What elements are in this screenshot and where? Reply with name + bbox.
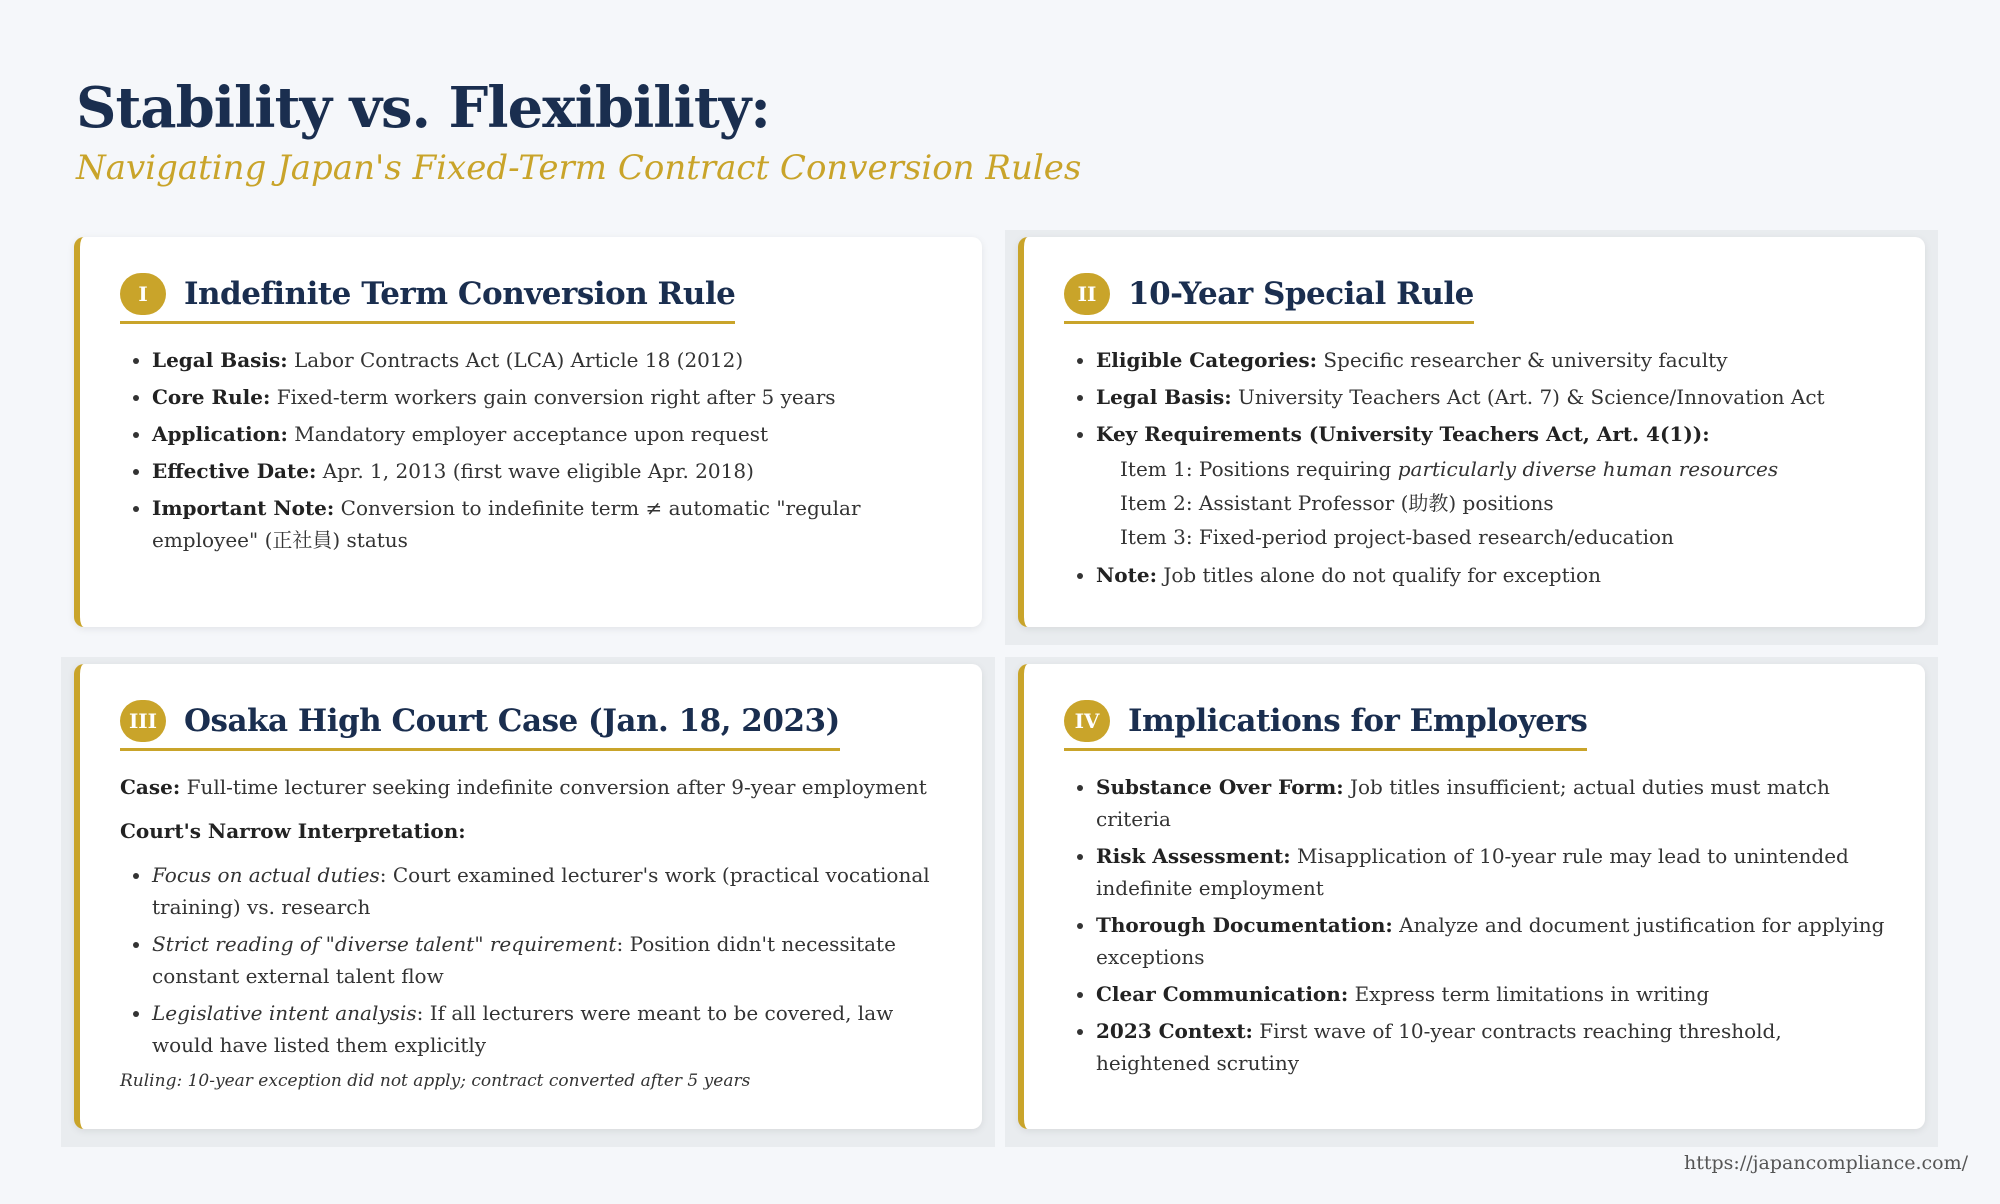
card-title: Implications for Employers bbox=[1128, 703, 1588, 739]
item-text: Express term limitations in writing bbox=[1354, 982, 1710, 1006]
list-item bbox=[152, 928, 946, 992]
item-label: Legal Basis: bbox=[152, 348, 288, 372]
card-title: Indefinite Term Conversion Rule bbox=[184, 276, 736, 312]
list-item bbox=[152, 997, 946, 1061]
list-item bbox=[1096, 344, 1889, 376]
list-item bbox=[1096, 978, 1889, 1010]
card-conversion-rule bbox=[74, 237, 982, 627]
card-title: 10-Year Special Rule bbox=[1128, 276, 1474, 312]
item-label: Key Requirements (University Teachers Act, Art. 4(1)): bbox=[1096, 422, 1710, 446]
item-label: Effective Date: bbox=[152, 459, 317, 483]
item-label: Application: bbox=[152, 422, 288, 446]
list-item bbox=[152, 418, 946, 450]
sub-item bbox=[1120, 486, 1889, 520]
ruling-note: Ruling: 10-year exception did not apply; contract converted after 5 years bbox=[120, 1071, 751, 1091]
item-text: Mandatory employer acceptance upon request bbox=[294, 422, 769, 446]
interpretation-heading-text: Court's Narrow Interpretation: bbox=[120, 819, 466, 843]
list-item bbox=[152, 455, 946, 487]
item-text: Fixed-term workers gain conversion right after 5 years bbox=[276, 385, 836, 409]
list-item bbox=[1096, 559, 1889, 591]
section-badge: III bbox=[120, 700, 166, 742]
item-label: Legal Basis: bbox=[1096, 385, 1232, 409]
bullet-list bbox=[1064, 771, 1889, 1079]
item-label: Legislative intent analysis bbox=[152, 1001, 417, 1025]
item-text: University Teachers Act (Art. 7) & Science/Innovation Act bbox=[1238, 385, 1825, 409]
card-header bbox=[1064, 700, 1587, 751]
item-text: First wave of 10-year contracts reaching threshold, heightened scrutiny bbox=[1096, 1019, 1782, 1075]
list-item bbox=[1096, 381, 1889, 413]
bullet-list bbox=[120, 344, 946, 556]
case-label: Case: bbox=[120, 775, 181, 799]
case-summary bbox=[120, 771, 946, 803]
item-label: Core Rule: bbox=[152, 385, 271, 409]
list-item bbox=[1096, 771, 1889, 835]
section-badge: I bbox=[120, 273, 166, 315]
card-ten-year-rule bbox=[1018, 237, 1925, 627]
card-title: Osaka High Court Case (Jan. 18, 2023) bbox=[184, 703, 840, 739]
bullet-list bbox=[120, 859, 946, 1061]
item-label: Important Note: bbox=[152, 496, 335, 520]
section-badge: IV bbox=[1064, 700, 1110, 742]
sub-item-text: Item 1: Positions requiring bbox=[1120, 457, 1398, 481]
item-label: Strict reading of "diverse talent" requirement bbox=[152, 932, 617, 956]
item-text: : Court examined lecturer's work (practical vocational training) vs. research bbox=[152, 863, 930, 919]
sub-item-emphasis: particularly diverse human resources bbox=[1397, 457, 1779, 481]
item-label: Note: bbox=[1096, 563, 1157, 587]
case-text: Full-time lecturer seeking indefinite conversion after 9-year employment bbox=[186, 775, 927, 799]
list-item bbox=[152, 344, 946, 376]
item-text: Job titles alone do not qualify for exception bbox=[1163, 563, 1601, 587]
requirement-sublist bbox=[1096, 452, 1889, 554]
item-text: Job titles insufficient; actual duties must match criteria bbox=[1096, 775, 1830, 831]
card-osaka-case bbox=[74, 664, 982, 1129]
sub-item bbox=[1120, 520, 1889, 554]
card-header bbox=[1064, 273, 1474, 324]
item-label: Substance Over Form: bbox=[1096, 775, 1344, 799]
item-text: Analyze and document justification for applying exceptions bbox=[1096, 913, 1885, 969]
item-label: Clear Communication: bbox=[1096, 982, 1349, 1006]
header bbox=[76, 70, 1876, 190]
interpretation-heading bbox=[120, 815, 946, 847]
section-badge: II bbox=[1064, 273, 1110, 315]
item-text: Labor Contracts Act (LCA) Article 18 (2012) bbox=[294, 348, 744, 372]
item-label: Focus on actual duties bbox=[152, 863, 380, 887]
footer-url[interactable]: https://japancompliance.com/ bbox=[1684, 1152, 1968, 1174]
item-label: Eligible Categories: bbox=[1096, 348, 1317, 372]
item-label: Risk Assessment: bbox=[1096, 844, 1291, 868]
bullet-list bbox=[1064, 344, 1889, 591]
page-title: Stability vs. Flexibility: bbox=[76, 75, 770, 141]
item-text: Misapplication of 10-year rule may lead to unintended indefinite employment bbox=[1096, 844, 1849, 900]
sub-item bbox=[1120, 452, 1889, 486]
item-text: : Position didn't necessitate constant external talent flow bbox=[152, 932, 896, 988]
card-header bbox=[120, 700, 840, 751]
item-text: Specific researcher & university faculty bbox=[1323, 348, 1728, 372]
list-item bbox=[1096, 418, 1889, 554]
item-text: Apr. 1, 2013 (first wave eligible Apr. 2018) bbox=[322, 459, 754, 483]
list-item bbox=[152, 492, 946, 556]
list-item bbox=[152, 381, 946, 413]
list-item bbox=[152, 859, 946, 923]
item-text: : If all lecturers were meant to be covered, law would have listed them explicitly bbox=[152, 1001, 894, 1057]
sub-item-text: Item 2: Assistant Professor (助教) positions bbox=[1120, 491, 1554, 515]
list-item bbox=[1096, 909, 1889, 973]
card-employer-implications bbox=[1018, 664, 1925, 1129]
page-subtitle: Navigating Japan's Fixed-Term Contract Conversion Rules bbox=[76, 148, 1082, 188]
item-text: Conversion to indefinite term ≠ automatic "regular employee" (正社員) status bbox=[152, 496, 861, 552]
item-label: Thorough Documentation: bbox=[1096, 913, 1393, 937]
item-label: 2023 Context: bbox=[1096, 1019, 1253, 1043]
sub-item-text: Item 3: Fixed-period project-based research/education bbox=[1120, 525, 1674, 549]
card-header bbox=[120, 273, 735, 324]
list-item bbox=[1096, 840, 1889, 904]
list-item bbox=[1096, 1015, 1889, 1079]
